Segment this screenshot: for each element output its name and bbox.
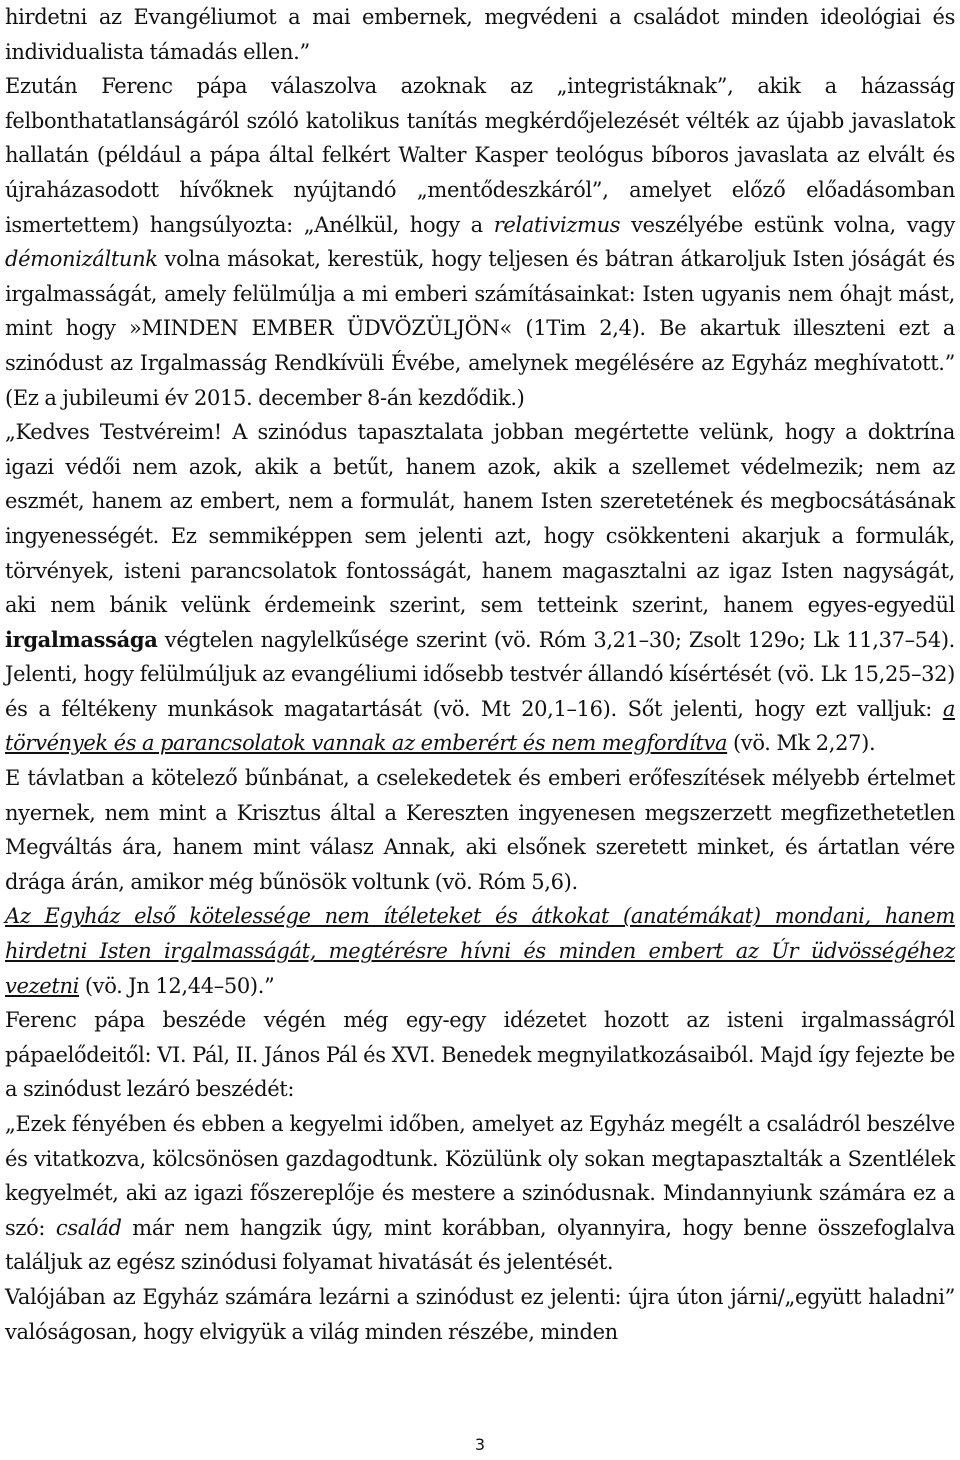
text-run: már nem hangzik úgy, mint korábban, olyannyira, hogy benne összefoglalva találjuk az egész szinódusi folyamat hivatását és jelentését. (5, 1215, 955, 1275)
emphasized-text: család (55, 1215, 122, 1240)
text-run: volna másokat, kerestük, hogy teljesen és bátran átkaroljuk Isten jóságát és irgalmasságát, amely felülmúlja a mi emberi számításainkat: Isten ugyanis nem óhajt mást, mint hogy »MINDEN EMBER ÜDVÖZÜLJÖN« (1Tim 2,4). Be akartuk illeszteni ezt a szinódust az Irgalmasság Rendkívüli Évébe, amelynek megélésére az Egyház meghívatott.” (Ez a jubileumi év 2015. december 8-án kezdődik.) (5, 247, 955, 410)
text-run: Ezután Ferenc pápa válaszolva azoknak az „integristáknak”, akik a házasság felbonthatatlanságáról szóló katolikus tanítás megkérdőjelezését vélték az újabb javaslatok hallatán (például a pápa által felkért Walter Kasper teológus bíboros javaslata az elvált és újraházasodott hívőknek nyújtandó „mentődeszkáról”, amelyet előző előadásomban ismertettem) hangsúlyozta: „Anélkül, hogy a (5, 74, 955, 237)
paragraph (5, 415, 955, 761)
paragraph (5, 1280, 955, 1349)
text-run: veszélyébe estünk volna, vagy (620, 212, 955, 237)
emphasized-text: Az Egyház első kötelessége nem ítéleteket és átkokat (anatémákat) mondani, hanem hirdetni Isten irgalmasságát, megtérésre hívni és minden embert az Úr üdvösségéhez vezetni (5, 904, 955, 998)
text-run: „Ezek fényében és ebben a kegyelmi időben, amelyet az Egyház megélt a családról beszélve és vitatkozva, kölcsönösen gazdagodtunk. Közülünk oly sokan megtapasztalták a Szentlélek kegyelmét, aki az igazi főszereplője és mestere a szinódusnak. Mindannyiunk számára ez a szó: (5, 1112, 955, 1240)
emphasized-text: irgalmassága (5, 626, 158, 652)
text-run: E távlatban a kötelező bűnbánat, a cselekedetek és emberi erőfeszítések mélyebb értelmet nyernek, nem mint a Krisztus által a Kereszten ingyenesen megszerzett megfizethetetlen Megváltás ára, hanem mint válasz Annak, aki elsőnek szeretett minket, és ártatlan vére drága árán, amikor még bűnösök voltunk (vö. Róm 5,6). (5, 766, 955, 894)
text-run: végtelen nagylelkűsége szerint (vö. Róm 3,21–30; Zsolt 129o; Lk 11,37–54). Jelenti, hogy felülmúljuk az evangéliumi idősebb testvér állandó kísértését (vö. Lk 15,25–32) és a féltékeny munkások magatartását (vö. Mt 20,1–16). Sőt jelenti, hogy ezt valljuk: (5, 627, 955, 721)
text-run: Valójában az Egyház számára lezárni a szinódust ez jelenti: újra úton járni/„együtt haladni” valóságosan, hogy elvigyük a világ minden részébe, minden (5, 1284, 955, 1344)
paragraph (5, 0, 955, 69)
paragraph (5, 69, 955, 415)
paragraph (5, 899, 955, 1003)
text-run: (vö. Jn 12,44–50).” (79, 973, 275, 998)
body-text (5, 0, 955, 1349)
document-page (5, 0, 955, 1460)
text-run: hirdetni az Evangéliumot a mai embernek, megvédeni a családot minden ideológiai és individualista támadás ellen.” (5, 5, 955, 64)
paragraph (5, 761, 955, 899)
paragraph (5, 1107, 955, 1280)
emphasized-text: a törvények és a parancsolatok vannak az emberért és nem megfordítva (5, 696, 955, 756)
text-run: (vö. Mk 2,27). (727, 731, 876, 756)
emphasized-text: relativizmus (493, 212, 621, 237)
page-number: 3 (474, 1435, 486, 1454)
emphasized-text: démonizáltunk (5, 247, 158, 272)
paragraph (5, 1003, 955, 1107)
text-run: Ferenc pápa beszéde végén még egy-egy idézetet hozott az isteni irgalmasságról pápaelődeitől: VI. Pál, II. János Pál és XVI. Benedek megnyilatkozásaiból. Majd így fejezte be a szinódust lezáró beszédét: (5, 1008, 955, 1102)
text-run: „Kedves Testvéreim! A szinódus tapasztalata jobban megértette velünk, hogy a doktrína igazi védői nem azok, akik a betűt, hanem azok, akik a szellemet védelmezik; nem az eszmét, hanem az embert, nem a formulát, hanem Isten szeretetének és megbocsátásának ingyenességét. Ez semmiképpen sem jelenti azt, hogy csökkenteni akarjuk a formulák, törvények, isteni parancsolatok fontosságát, hanem magasztalni az igaz Isten nagyságát, aki nem bánik velünk érdemeink szerint, sem tetteink szerint, hanem egyes-egyedül (5, 420, 955, 618)
